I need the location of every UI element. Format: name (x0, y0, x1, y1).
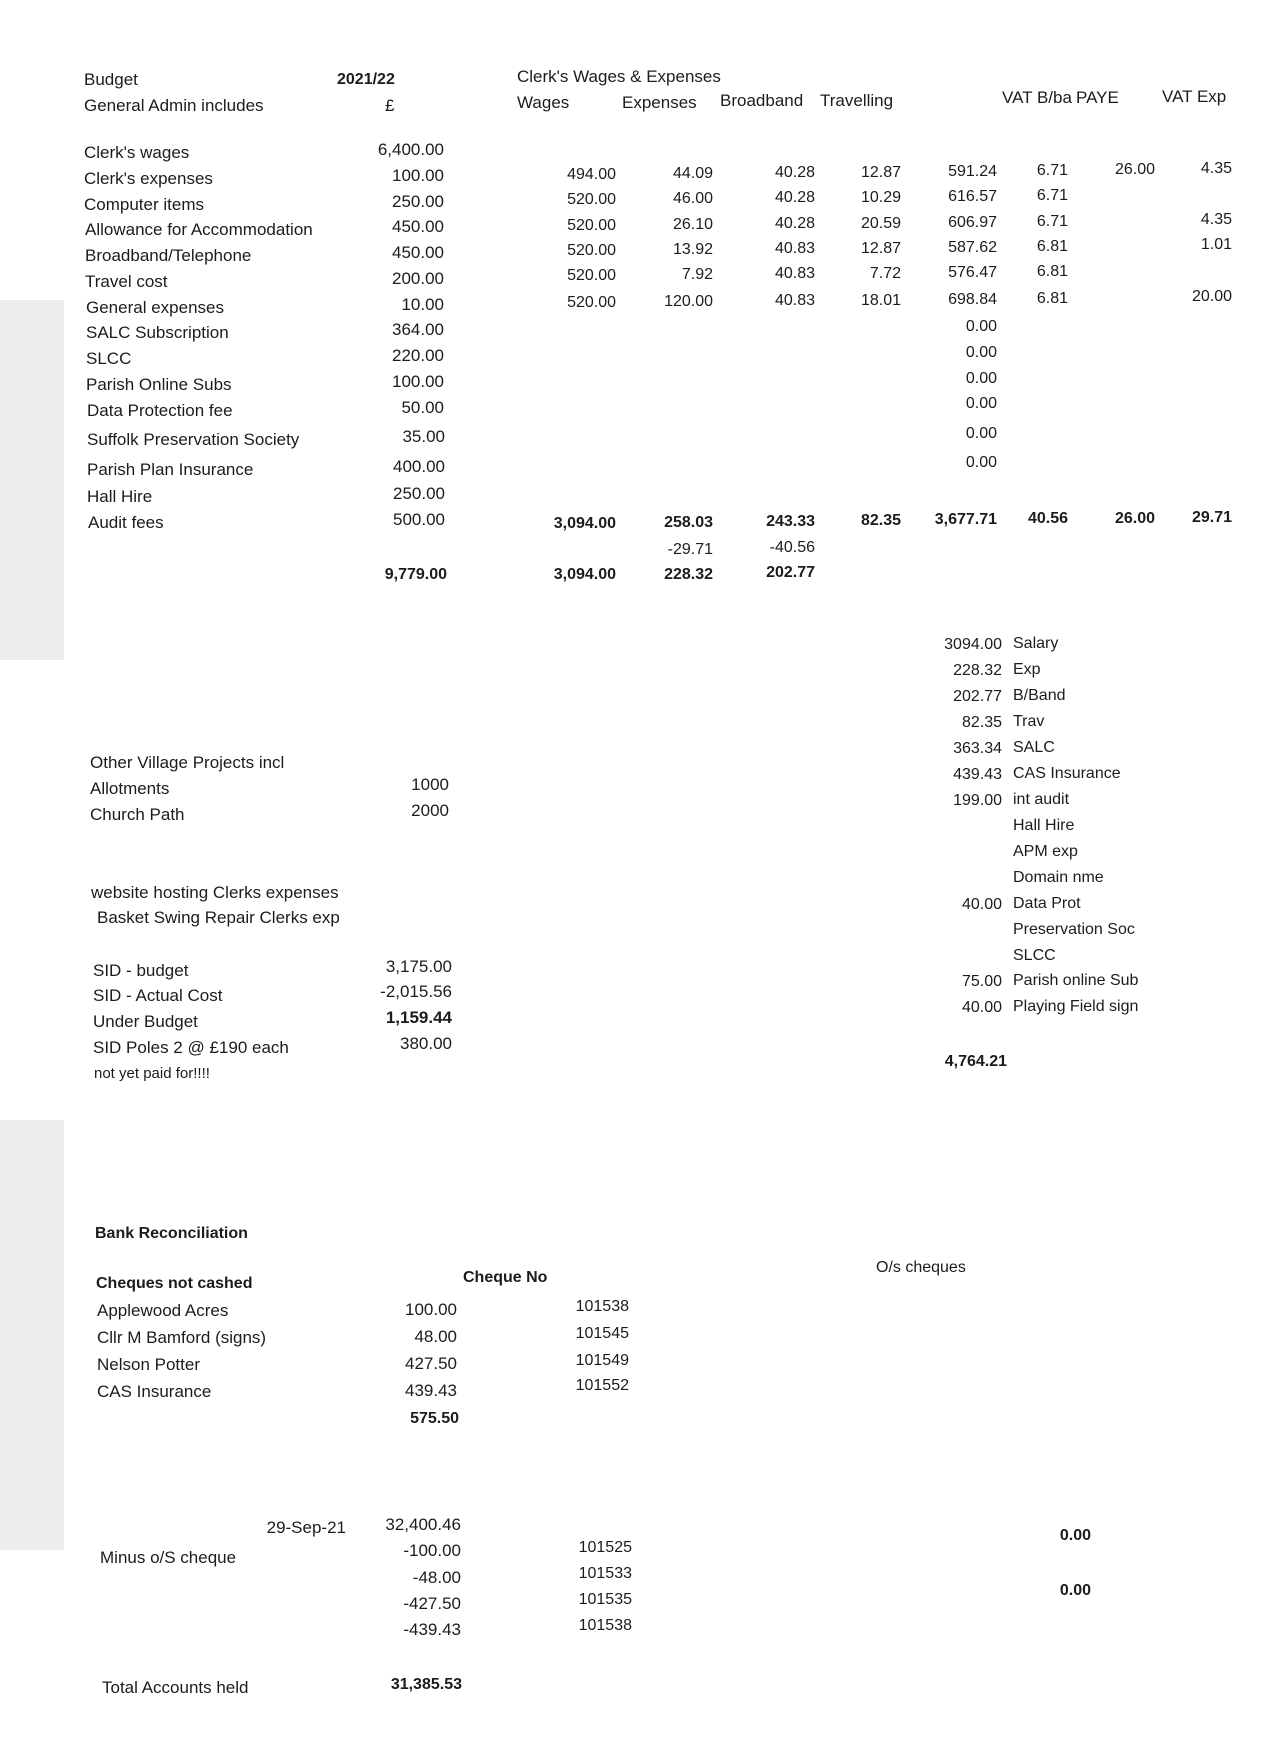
projects-item-value: 1000 (411, 775, 449, 794)
clerk-cell-vatexp: 20.00 (1191, 288, 1232, 305)
cheque-payee: Nelson Potter (97, 1355, 200, 1374)
minus-label: Minus o/S cheque (100, 1548, 237, 1567)
clerk-cell-travel: 7.72 (869, 265, 901, 282)
budget-item-label: General expenses (86, 298, 224, 317)
clerk-cell-vatexp: 4.35 (1200, 211, 1232, 228)
cheque-payee: Cllr M Bamford (signs) (97, 1328, 267, 1347)
clerk-cell-total: 616.57 (948, 188, 997, 205)
budget-item-label: Travel cost (85, 272, 168, 291)
summary-label: CAS Insurance (1013, 765, 1121, 782)
budget-item-value: 6,400.00 (377, 140, 444, 159)
clerk-total-vatb: 40.56 (1027, 510, 1068, 527)
clerk-cell-expenses: 44.09 (672, 165, 713, 182)
sid-value: 380.00 (400, 1034, 452, 1053)
summary-value: 3094.00 (944, 636, 1002, 653)
summary-value: 40.00 (961, 999, 1002, 1016)
clerk-cell-travel: 12.87 (860, 240, 901, 257)
budget-item-label: Allowance for Accommodation (85, 220, 313, 239)
clerk-header: PAYE (1076, 88, 1119, 107)
summary-label: Preservation Soc (1013, 921, 1135, 938)
budget-item-label: Audit fees (88, 513, 164, 532)
budget-currency: £ (385, 96, 395, 115)
summary-value: 40.00 (961, 896, 1002, 913)
summary-value: 199.00 (953, 792, 1002, 809)
clerk-zero: 0.00 (965, 370, 997, 387)
clerk-header: Wages (517, 93, 570, 112)
clerk-cell-paye: 26.00 (1114, 161, 1155, 178)
scan-shadow (0, 1120, 64, 1550)
sid-label: SID - budget (93, 961, 189, 980)
budget-item-label: Parish Plan Insurance (87, 460, 254, 479)
sid-note: not yet paid for!!!! (94, 1065, 210, 1082)
clerk-cell-vatb: 6.81 (1036, 238, 1068, 255)
summary-total: 4,764.21 (944, 1053, 1007, 1070)
minus-amount: -48.00 (412, 1568, 461, 1587)
clerk-cell-total: 587.62 (948, 239, 997, 256)
clerk-cell-vatb: 6.81 (1036, 263, 1068, 280)
clerk-cell-broadband: 40.28 (774, 189, 815, 206)
clerk-cell-travel: 18.01 (860, 292, 901, 309)
budget-item-value: 500.00 (393, 510, 445, 529)
projects-title: Other Village Projects incl (90, 753, 285, 772)
clerk-cell-total: 576.47 (948, 264, 997, 281)
budget-item-label: Data Protection fee (87, 401, 233, 420)
clerk-zero: 0.00 (965, 344, 997, 361)
minus-number: 101525 (578, 1539, 632, 1556)
summary-label: SALC (1013, 739, 1055, 756)
summary-label: B/Band (1013, 687, 1066, 704)
cheque-number: 101545 (575, 1325, 629, 1342)
clerk-cell-wages: 520.00 (567, 191, 616, 208)
clerk-cell-expenses: 120.00 (664, 293, 713, 310)
budget-item-label: Hall Hire (87, 487, 153, 506)
minus-number: 101533 (578, 1565, 632, 1582)
budget-item-value: 450.00 (392, 243, 444, 262)
clerk-net-expenses: 228.32 (664, 566, 713, 583)
total-accounts-label: Total Accounts held (102, 1678, 249, 1697)
cheque-amount: 48.00 (414, 1327, 457, 1346)
reconciliation-zero: 0.00 (1059, 1527, 1091, 1544)
minus-amount: -100.00 (403, 1541, 461, 1560)
clerk-cell-travel: 12.87 (860, 164, 901, 181)
projects-item-value: 2000 (411, 801, 449, 820)
clerk-cell-total: 591.24 (948, 163, 997, 180)
clerk-cell-vatexp: 4.35 (1200, 160, 1232, 177)
clerk-cell-expenses: 13.92 (672, 241, 713, 258)
budget-item-value: 50.00 (401, 398, 444, 417)
bank-date: 29-Sep-21 (266, 1518, 346, 1537)
budget-item-value: 364.00 (392, 320, 444, 339)
summary-label: Exp (1013, 661, 1041, 678)
summary-label: Parish online Sub (1013, 972, 1139, 989)
cheque-payee: Applewood Acres (97, 1301, 229, 1320)
clerk-total-travel: 82.35 (860, 512, 901, 529)
budget-item-value: 100.00 (392, 166, 444, 185)
budget-item-value: 10.00 (401, 295, 444, 314)
clerk-deduction-broadband: -40.56 (769, 539, 815, 556)
clerk-cell-vatb: 6.71 (1036, 187, 1068, 204)
budget-subtitle: General Admin includes (84, 96, 264, 115)
clerk-cell-vatb: 6.71 (1036, 162, 1068, 179)
clerk-total-total: 3,677.71 (934, 511, 997, 528)
sid-value: 3,175.00 (385, 957, 452, 976)
clerk-cell-expenses: 7.92 (681, 266, 713, 283)
summary-value: 228.32 (953, 662, 1002, 679)
cheque-amount: 427.50 (405, 1354, 457, 1373)
summary-label: APM exp (1013, 843, 1078, 860)
clerk-cell-wages: 520.00 (567, 217, 616, 234)
sid-value: -2,015.56 (380, 982, 452, 1001)
budget-item-value: 400.00 (393, 457, 445, 476)
projects-item-label: Allotments (90, 779, 170, 798)
clerk-cell-total: 606.97 (948, 214, 997, 231)
bank-balance: 32,400.46 (385, 1515, 461, 1534)
budget-item-label: Clerk's expenses (84, 169, 213, 188)
clerk-cell-wages: 494.00 (567, 166, 616, 183)
clerk-deduction-expenses: -29.71 (667, 541, 713, 558)
summary-label: int audit (1013, 791, 1070, 808)
cheque-number: 101549 (575, 1352, 629, 1369)
summary-label: Hall Hire (1013, 817, 1075, 834)
clerk-cell-total: 698.84 (948, 291, 997, 308)
cheque-no-header: Cheque No (463, 1269, 548, 1286)
clerk-total-vatexp: 29.71 (1191, 509, 1232, 526)
minus-amount: -427.50 (403, 1594, 461, 1613)
clerk-zero: 0.00 (965, 454, 997, 471)
clerk-zero: 0.00 (965, 425, 997, 442)
clerk-net-wages: 3,094.00 (553, 566, 616, 583)
clerk-zero: 0.00 (965, 318, 997, 335)
budget-year: 2021/22 (337, 71, 395, 88)
website-line: Basket Swing Repair Clerks exp (97, 908, 340, 927)
summary-value: 202.77 (953, 688, 1002, 705)
clerk-total-broadband: 243.33 (766, 513, 815, 530)
summary-value: 75.00 (961, 973, 1002, 990)
clerk-cell-broadband: 40.83 (774, 265, 815, 282)
cheque-number: 101538 (575, 1298, 629, 1315)
clerk-header: Expenses (622, 93, 697, 112)
clerk-cell-broadband: 40.28 (774, 215, 815, 232)
budget-item-label: Clerk's wages (84, 143, 190, 162)
clerk-cell-broadband: 40.28 (774, 164, 815, 181)
clerk-header: VAT B/ba (1002, 88, 1072, 107)
clerk-cell-vatb: 6.71 (1036, 213, 1068, 230)
clerk-cell-vatb: 6.81 (1036, 290, 1068, 307)
website-line: website hosting Clerks expenses (91, 883, 339, 902)
clerk-title: Clerk's Wages & Expenses (517, 67, 721, 86)
clerk-total-wages: 3,094.00 (553, 515, 616, 532)
sid-label: Under Budget (93, 1012, 198, 1031)
summary-value: 363.34 (953, 740, 1002, 757)
clerk-total-expenses: 258.03 (664, 514, 713, 531)
sid-value: 1,159.44 (385, 1008, 452, 1027)
budget-item-label: Suffolk Preservation Society (87, 430, 300, 449)
budget-item-value: 220.00 (392, 346, 444, 365)
bank-title: Bank Reconciliation (95, 1225, 248, 1242)
cheque-number: 101552 (575, 1377, 629, 1394)
budget-item-label: Computer items (84, 195, 204, 214)
clerk-header: VAT Exp (1162, 87, 1227, 106)
summary-value: 439.43 (953, 766, 1002, 783)
cheque-payee: CAS Insurance (97, 1382, 212, 1401)
budget-item-label: SLCC (86, 349, 132, 368)
budget-title: Budget (84, 70, 138, 89)
minus-amount: -439.43 (403, 1620, 461, 1639)
budget-item-label: Broadband/Telephone (85, 246, 252, 265)
budget-item-value: 250.00 (393, 484, 445, 503)
cheque-amount: 100.00 (405, 1300, 457, 1319)
sid-label: SID Poles 2 @ £190 each (93, 1038, 289, 1057)
os-cheques-header: O/s cheques (876, 1259, 966, 1276)
clerk-cell-travel: 10.29 (860, 189, 901, 206)
budget-item-value: 200.00 (392, 269, 444, 288)
clerk-cell-broadband: 40.83 (774, 292, 815, 309)
cheque-amount: 439.43 (405, 1381, 457, 1400)
clerk-cell-expenses: 46.00 (672, 190, 713, 207)
summary-label: Domain nme (1013, 869, 1104, 886)
cheques-title: Cheques not cashed (96, 1275, 253, 1292)
summary-label: Salary (1013, 635, 1059, 652)
clerk-cell-expenses: 26.10 (672, 216, 713, 233)
minus-number: 101538 (578, 1617, 632, 1634)
clerk-header: Broadband (720, 91, 804, 110)
budget-item-value: 450.00 (392, 217, 444, 236)
clerk-header: Travelling (820, 91, 894, 110)
budget-item-value: 35.00 (402, 427, 445, 446)
clerk-cell-wages: 520.00 (567, 242, 616, 259)
summary-label: Data Prot (1013, 895, 1081, 912)
clerk-net-broadband: 202.77 (766, 564, 815, 581)
clerk-cell-wages: 520.00 (567, 294, 616, 311)
budget-total: 9,779.00 (384, 566, 447, 583)
reconciliation-zero: 0.00 (1059, 1582, 1091, 1599)
budget-item-value: 100.00 (392, 372, 444, 391)
projects-item-label: Church Path (90, 805, 185, 824)
summary-label: Playing Field sign (1013, 998, 1139, 1015)
budget-item-label: SALC Subscription (86, 323, 229, 342)
clerk-zero: 0.00 (965, 395, 997, 412)
summary-label: SLCC (1013, 947, 1056, 964)
budget-item-value: 250.00 (392, 192, 444, 211)
clerk-cell-wages: 520.00 (567, 267, 616, 284)
budget-item-label: Parish Online Subs (86, 375, 232, 394)
clerk-cell-travel: 20.59 (860, 215, 901, 232)
clerk-cell-broadband: 40.83 (774, 240, 815, 257)
minus-number: 101535 (578, 1591, 632, 1608)
scan-shadow (0, 300, 64, 660)
sid-label: SID - Actual Cost (93, 986, 223, 1005)
summary-label: Trav (1013, 713, 1045, 730)
clerk-cell-vatexp: 1.01 (1200, 236, 1232, 253)
total-accounts-value: 31,385.53 (390, 1676, 462, 1693)
summary-value: 82.35 (961, 714, 1002, 731)
clerk-total-paye: 26.00 (1114, 510, 1155, 527)
cheques-total: 575.50 (410, 1410, 459, 1427)
